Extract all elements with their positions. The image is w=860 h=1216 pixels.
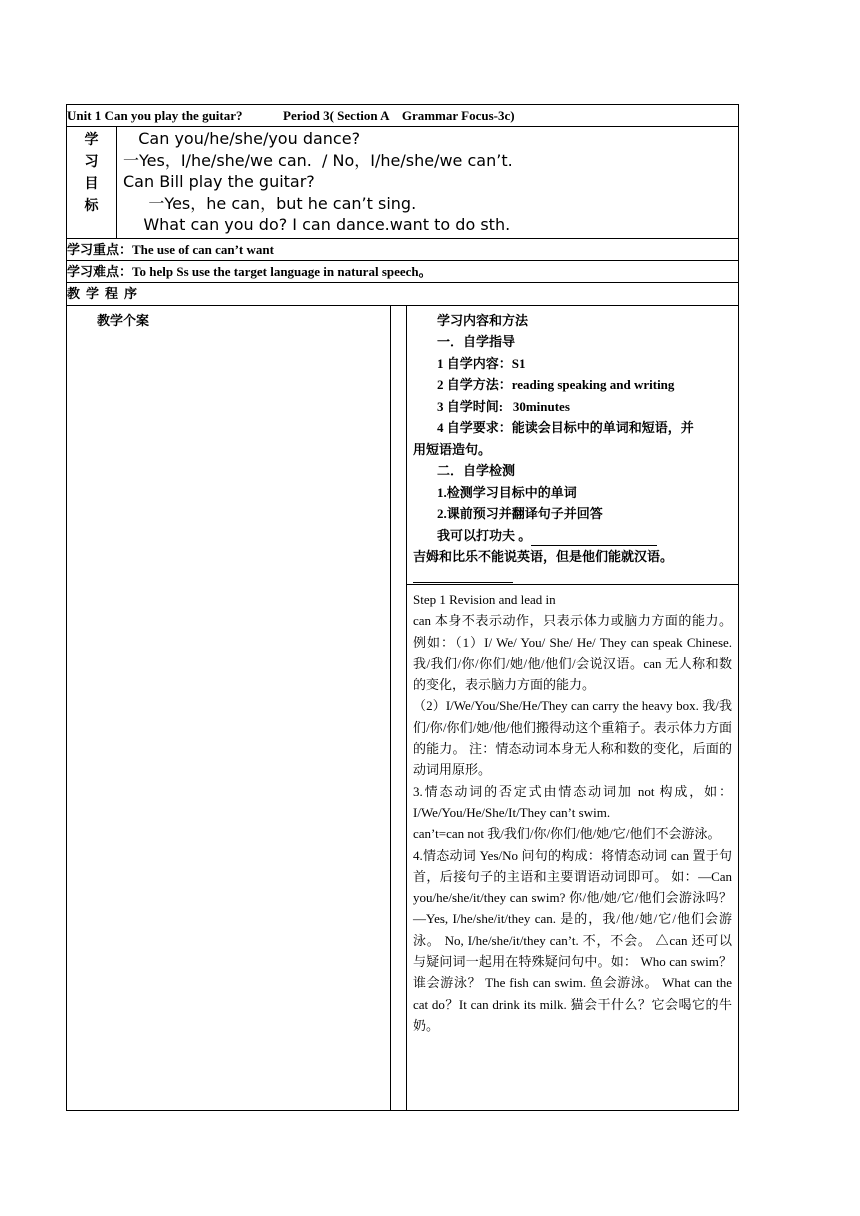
answer-blank[interactable] <box>531 531 657 546</box>
grammar-paragraph: （2）I/We/You/She/He/They can carry the heavy box. 我/我们/你/你们/她/他/他们搬得动这个重箱子。表示体力方面的能力。 注：情态动词本身无人称和数的变化，后面的动词用原形。 <box>413 698 733 778</box>
period-title: Period 3( Section A Grammar Focus-3c) <box>283 108 515 123</box>
translate-sentence-2: 吉姆和比乐不能说英语，但是他们能就汉语。 <box>413 549 674 565</box>
objective-line: Can Bill play the guitar? <box>123 172 315 192</box>
answer-blank[interactable] <box>413 568 513 583</box>
section-divider <box>407 584 738 585</box>
translate-sentence-1 <box>413 525 732 547</box>
objective-line: What can you do? I can dance.want to do sth. <box>123 215 511 235</box>
grammar-paragraph: can 本身不表示动作，只表示体力或脑力方面的能力。例如：（1）I/ We/ You/ She/ He/ They can speak Chinese. 我/我们/你/你们/她/他/他们/会说汉语。can 无人称和数的变化，表示脑力方面的能力。 <box>413 613 733 693</box>
spacer-column <box>391 305 407 1110</box>
objectives-label-char: 目 <box>84 177 99 192</box>
difficulty-cell <box>67 260 739 282</box>
self-study-item: 4 自学要求：能读会目标中的单词和短语，并 <box>437 420 694 436</box>
study-content-heading: 学习内容和方法 <box>437 312 529 328</box>
self-study-item-cont: 用短语造句。 <box>413 441 492 457</box>
difficulty-row <box>67 260 739 282</box>
self-check-item: 2.课前预习并翻译句子并回答 <box>437 506 603 522</box>
objectives-label-char: 习 <box>84 155 99 170</box>
objectives-label-char: 标 <box>84 199 99 214</box>
teaching-case-column <box>67 305 391 1110</box>
difficulty-text: To help Ss use the target language in natural speech。 <box>132 263 432 279</box>
self-check-item: 1.检测学习目标中的单词 <box>437 484 577 500</box>
objectives-label-char: 学 <box>84 133 99 148</box>
title-cell <box>67 105 739 127</box>
procedure-label: 教学程序 <box>67 282 739 305</box>
procedure-row <box>67 282 739 305</box>
objectives-row <box>67 127 739 239</box>
title-row <box>67 105 739 127</box>
objective-line: Can you/he/she/you dance? <box>123 129 361 148</box>
objective-line: 一Yes，he can，but he can’t sing. <box>123 193 417 213</box>
key-point-label: 学习重点： <box>67 241 133 257</box>
self-study-title: 一．自学指导 <box>437 334 516 350</box>
objective-line: 一Yes，I/he/she/we can. / No，I/he/she/we can’t. <box>123 150 513 170</box>
objectives-label <box>67 127 117 239</box>
self-study-item: 2 自学方法：reading speaking and writing <box>437 377 675 393</box>
lesson-plan-table <box>66 104 739 1111</box>
sentence-text: 我可以打功夫 。 <box>437 527 532 543</box>
lesson-plan-document <box>66 104 738 1111</box>
step-heading: Step 1 Revision and lead in <box>413 591 556 607</box>
body-row <box>67 305 739 1110</box>
grammar-paragraph: 3.情态动词的否定式由情态动词加 not 构成，如：I/We/You/He/She/It/They can’t swim. <box>413 783 733 820</box>
grammar-paragraph: 4.情态动词 Yes/No 问句的构成：将情态动词 can 置于句首，后接句子的主语和主要谓语动词即可。 如：—Can you/he/she/it/they can swim? 你/他/她/它/他们会游泳吗？ —Yes, I/he/she/it/they can. 是的，我/他/她/它/他们会游泳。 No, I/he/she/it/they can’t. 不，不会。 △can 还可以与疑问词一起用在特殊疑问句中。如： Who can swim？谁会游泳？ The fish can swim. 鱼会游泳。 What can the cat do？It can drink its milk. 猫会干什么？它会喝它的牛奶。 <box>413 847 733 1033</box>
self-study-item: 3 自学时间: 30minutes <box>437 398 570 414</box>
objectives-text <box>117 127 739 239</box>
grammar-paragraph: can’t=can not 我/我们/你/你们/他/她/它/他们不会游泳。 <box>413 826 721 842</box>
unit-title: Unit 1 Can you play the guitar? <box>67 108 243 123</box>
study-content-column <box>407 305 739 1110</box>
key-point-cell <box>67 238 739 260</box>
difficulty-label: 学习难点： <box>67 263 133 279</box>
key-point-text: The use of can can’t want <box>132 241 274 257</box>
self-check-title: 二．自学检测 <box>437 463 516 479</box>
key-point-row <box>67 238 739 260</box>
teaching-case-heading: 教学个案 <box>97 312 150 328</box>
self-study-item: 1 自学内容：S1 <box>437 355 526 371</box>
